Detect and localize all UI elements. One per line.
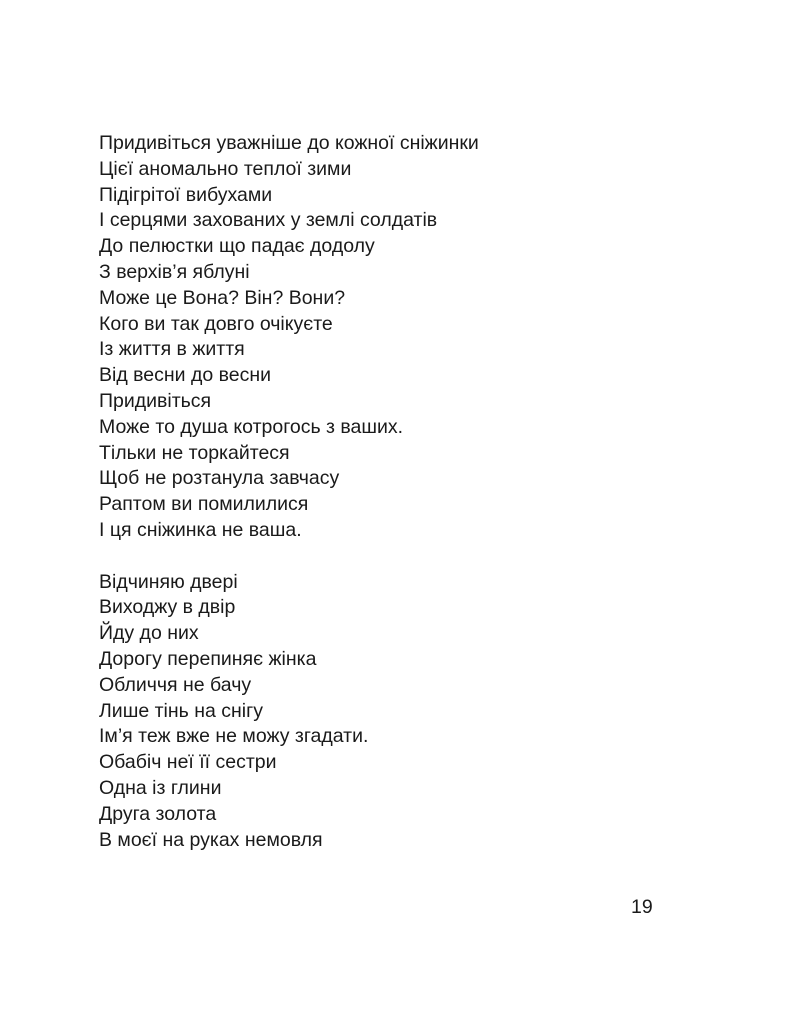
poem-line: Щоб не розтанула завчасу [99, 467, 340, 490]
poem-line: І ця сніжинка не ваша. [99, 518, 302, 541]
poem-line: Одна із глини [99, 776, 222, 799]
poem-line: Відчиняю двері [99, 570, 238, 593]
poem-body [99, 131, 659, 853]
poem-line: Друга золота [99, 802, 217, 825]
poem-line: Виходжу в двір [99, 596, 236, 619]
poem-line: Обабіч неї її сестри [99, 751, 277, 774]
poem-line: Тільки не торкайтеся [99, 441, 290, 464]
page-number: 19 [631, 896, 653, 918]
poem-line: Лише тінь на снігу [99, 699, 263, 722]
poem-line: І серцями захованих у землі солдатів [99, 209, 438, 232]
poem-line: Обличчя не бачу [99, 673, 252, 696]
poem-line: Йду до них [99, 622, 199, 645]
poem-line: Із життя в життя [99, 338, 245, 361]
poem-line: Раптом ви помилилися [99, 493, 309, 516]
stanza-1 [99, 131, 659, 544]
poem-line: Може то душа котрогось з ваших. [99, 415, 404, 438]
poem-line: Підігрітої вибухами [99, 183, 273, 206]
poem-line: В моєї на руках немовля [99, 828, 323, 851]
poem-line: Придивіться уважніше до кожної сніжинки [99, 132, 479, 154]
poem-line: Кого ви так довго очікуєте [99, 312, 333, 335]
poem-line: Ім’я теж вже не можу згадати. [99, 725, 369, 748]
poem-line: Може це Вона? Він? Вони? [99, 286, 346, 309]
poem-line: З верхів’я яблуні [99, 260, 250, 283]
poem-line: До пелюстки що падає додолу [99, 235, 375, 258]
poem-line: Дорогу перепиняє жінка [99, 647, 317, 670]
poem-line: Придивіться [99, 389, 212, 412]
poem-line: Цієї аномально теплої зими [99, 157, 352, 180]
poem-line: Від весни до весни [99, 364, 271, 387]
stanza-2 [99, 570, 659, 854]
